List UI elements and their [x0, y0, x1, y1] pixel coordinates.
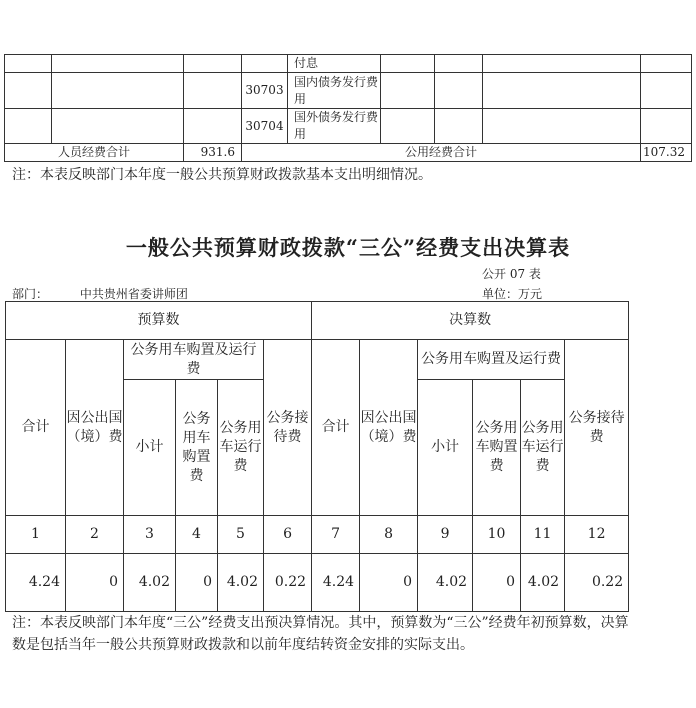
col-number: 12	[565, 516, 629, 554]
page-title: 一般公共预算财政拨款“三公”经费支出决算表	[125, 235, 571, 260]
header-row	[6, 340, 629, 380]
table-row	[5, 73, 692, 109]
department-name: 中共贵州省委讲师团	[79, 287, 188, 301]
personnel-total-label: 人员经费合计	[5, 144, 184, 162]
value-cell: 4.02	[521, 554, 565, 612]
value-cell: 4.02	[124, 554, 176, 612]
item-name: 付息	[288, 55, 381, 73]
budget-car-purchase-header: 公务用车购置费	[176, 380, 218, 516]
value-cell: 0	[360, 554, 418, 612]
value-cell: 4.24	[312, 554, 360, 612]
three-public-expenses-table	[5, 301, 629, 612]
budget-car-running-header: 公务用车运行费	[218, 380, 264, 516]
table-note: 注：本表反映部门本年度“三公”经费支出预决算情况。其中，预算数为“三公”经费年初预算数，决算数是包括当年一般公共预算财政拨款和以前年度结转资金安排的实际支出。	[12, 615, 629, 653]
department	[12, 285, 188, 302]
col-number: 5	[218, 516, 264, 554]
column-number-row	[6, 516, 629, 554]
budget-header: 预算数	[6, 302, 312, 340]
value-cell: 0	[473, 554, 521, 612]
item-code: 30703	[242, 73, 288, 109]
total-row	[5, 144, 692, 162]
col-number: 6	[264, 516, 312, 554]
table-row	[5, 55, 692, 73]
final-car-group-header: 公务用车购置及运行费	[418, 340, 565, 380]
table-row	[5, 109, 692, 144]
value-cell: 0.22	[264, 554, 312, 612]
budget-subtotal-header: 小计	[124, 380, 176, 516]
public-total-label: 公用经费合计	[242, 144, 641, 162]
col-number: 7	[312, 516, 360, 554]
final-car-purchase-header: 公务用车购置费	[473, 380, 521, 516]
personnel-total-value: 931.6	[184, 144, 242, 162]
form-number: 公开 07 表	[482, 267, 541, 281]
final-reception-header: 公务接待费	[565, 340, 629, 516]
item-name: 国内债务发行费用	[288, 73, 381, 109]
table-note: 注：本表反映部门本年度一般公共预算财政拨款基本支出明细情况。	[12, 167, 432, 183]
budget-abroad-header: 因公出国（境）费	[66, 340, 124, 516]
item-code: 30704	[242, 109, 288, 144]
final-total-header: 合计	[312, 340, 360, 516]
col-number: 8	[360, 516, 418, 554]
col-number: 10	[473, 516, 521, 554]
value-row	[6, 554, 629, 612]
col-number: 3	[124, 516, 176, 554]
budget-car-group-header: 公务用车购置及运行费	[124, 340, 264, 380]
budget-reception-header: 公务接待费	[264, 340, 312, 516]
value-cell: 4.02	[218, 554, 264, 612]
final-abroad-header: 因公出国（境）费	[360, 340, 418, 516]
final-subtotal-header: 小计	[418, 380, 473, 516]
department-label: 部门：	[12, 287, 49, 301]
value-cell: 0	[66, 554, 124, 612]
header-row	[6, 302, 629, 340]
unit-label: 单位：万元	[482, 287, 543, 301]
final-header: 决算数	[312, 302, 629, 340]
final-car-running-header: 公务用车运行费	[521, 380, 565, 516]
col-number: 2	[66, 516, 124, 554]
col-number: 11	[521, 516, 565, 554]
value-cell: 0	[176, 554, 218, 612]
value-cell: 0.22	[565, 554, 629, 612]
value-cell: 4.02	[418, 554, 473, 612]
public-total-value: 107.32	[641, 144, 692, 162]
col-number: 1	[6, 516, 66, 554]
basic-expenditure-table-fragment	[4, 54, 692, 162]
col-number: 4	[176, 516, 218, 554]
col-number: 9	[418, 516, 473, 554]
budget-total-header: 合计	[6, 340, 66, 516]
value-cell: 4.24	[6, 554, 66, 612]
item-name: 国外债务发行费用	[288, 109, 381, 144]
